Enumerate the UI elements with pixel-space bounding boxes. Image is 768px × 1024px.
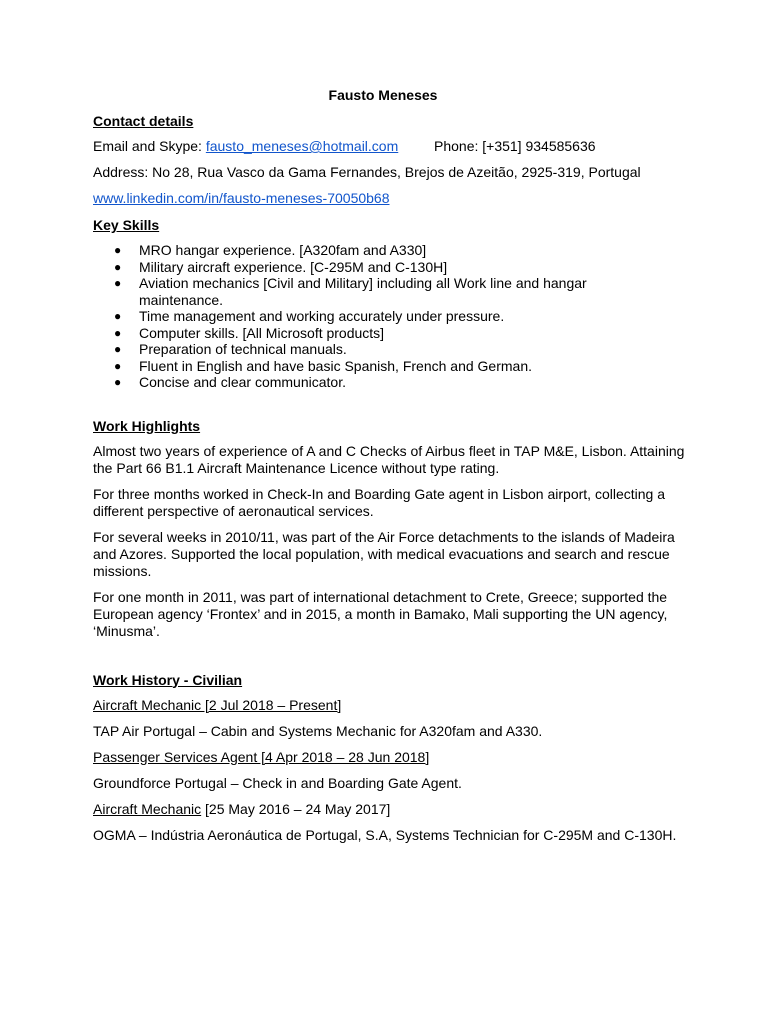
skill-text: Time management and working accurately under pressure. xyxy=(139,308,505,324)
skill-item xyxy=(93,325,659,342)
skill-item xyxy=(93,275,659,308)
skill-item xyxy=(93,259,659,276)
bullet-icon: ● xyxy=(114,342,122,356)
skill-text: Preparation of technical manuals. xyxy=(139,341,347,357)
skill-item xyxy=(93,242,659,259)
phone-text: Phone: [+351] 934585636 xyxy=(434,138,596,154)
skill-text: Aviation mechanics [Civil and Military] including all Work line and hangar maintenance. xyxy=(139,275,587,308)
key-skills-list xyxy=(93,242,693,391)
resume-name: Fausto Meneses xyxy=(328,87,438,103)
resume-page xyxy=(93,86,693,853)
linkedin-link[interactable]: www.linkedin.com/in/fausto-meneses-70050b68 xyxy=(93,190,390,206)
job-title xyxy=(93,749,693,766)
contact-email-phone-row xyxy=(93,138,693,155)
work-history-heading: Work History - Civilian xyxy=(93,671,243,688)
highlight-paragraph: Almost two years of experience of A and C Checks of Airbus fleet in TAP M&E, Lisbon. Attaining the Part 66 B1.1 Aircraft Maintenance Licence without type rating. xyxy=(93,442,685,476)
email-link[interactable]: fausto_meneses@hotmail.com xyxy=(205,138,399,154)
job-title-text: Aircraft Mechanic xyxy=(93,800,202,817)
bullet-icon: ● xyxy=(114,309,122,323)
bullet-icon: ● xyxy=(114,358,122,373)
skill-text: MRO hangar experience. [A320fam and A330] xyxy=(139,242,427,258)
contact-heading: Contact details xyxy=(93,113,194,129)
skill-item xyxy=(93,308,659,325)
job-description: TAP Air Portugal – Cabin and Systems Mechanic for A320fam and A330. xyxy=(93,722,543,739)
email-line xyxy=(93,138,434,155)
linkedin-line xyxy=(93,190,693,207)
skill-text: Concise and clear communicator. xyxy=(139,374,346,390)
job-title xyxy=(93,801,693,818)
bullet-icon: ● xyxy=(114,243,122,257)
address-text: Address: No 28, Rua Vasco da Gama Fernandes, Brejos de Azeitão, 2925-319, Portugal xyxy=(93,164,641,180)
skill-item xyxy=(93,374,659,391)
key-skills-heading: Key Skills xyxy=(93,217,160,233)
skill-text: Military aircraft experience. [C-295M and C-130H] xyxy=(139,258,448,275)
section-spacer xyxy=(93,649,693,671)
work-highlights-heading: Work Highlights xyxy=(93,417,201,434)
bullet-icon: ● xyxy=(114,325,122,340)
bullet-icon: ● xyxy=(114,375,122,389)
job-title-text: Aircraft Mechanic [2 Jul 2018 – Present] xyxy=(93,696,342,713)
bullet-icon: ● xyxy=(114,276,122,290)
job-title-text: Passenger Services Agent [4 Apr 2018 – 28 Jun 2018] xyxy=(93,748,430,765)
highlight-paragraph: For several weeks in 2010/11, was part of the Air Force detachments to the islands of Madeira and Azores. Supported the local population, with medical evacuations and search and rescue missions. xyxy=(93,528,675,579)
email-label: Email and Skype: xyxy=(93,138,206,154)
job-description: OGMA – Indústria Aeronáutica de Portugal, S.A, Systems Technician for C-295M and C-130H. xyxy=(93,826,677,843)
skill-text: Fluent in English and have basic Spanish, French and German. xyxy=(139,357,533,374)
highlight-paragraph: For one month in 2011, was part of international detachment to Crete, Greece; supported the European agency ‘Frontex’ and in 2015, a month in Bamako, Mali supporting the UN agency, ‘Minusma’. xyxy=(93,588,668,639)
skill-item xyxy=(93,358,659,375)
job-title-extra: [25 May 2016 – 24 May 2017] xyxy=(201,800,391,817)
bullet-icon: ● xyxy=(114,259,122,274)
skill-item xyxy=(93,341,659,358)
job-title xyxy=(93,697,693,714)
job-description: Groundforce Portugal – Check in and Boarding Gate Agent. xyxy=(93,774,462,791)
skill-text: Computer skills. [All Microsoft products] xyxy=(139,324,385,341)
highlight-paragraph: For three months worked in Check-In and Boarding Gate agent in Lisbon airport, collecting a different perspective of aeronautical services. xyxy=(93,485,665,519)
